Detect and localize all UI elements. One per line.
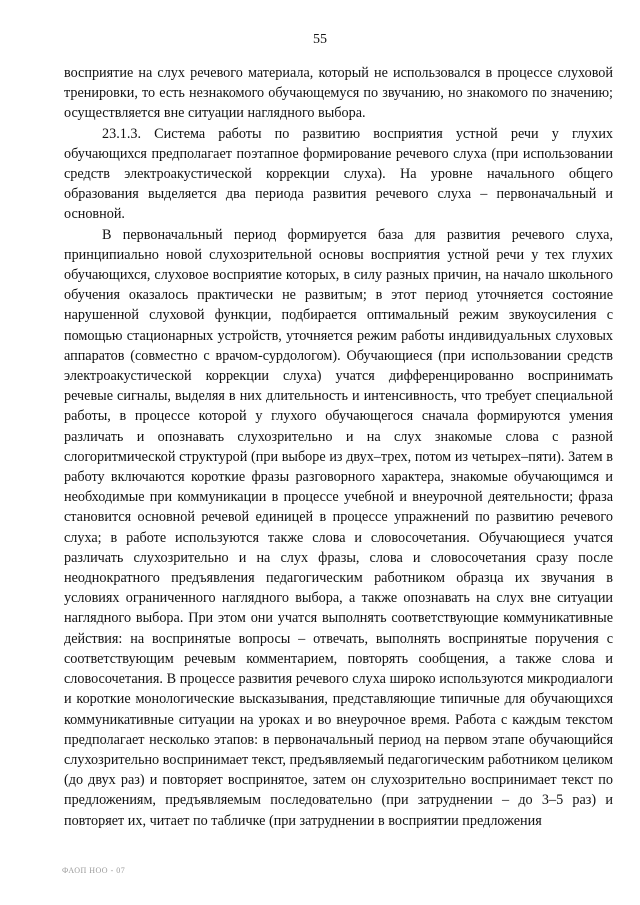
page-number: 55	[313, 32, 327, 47]
paragraph: 23.1.3. Система работы по развитию восприятия устной речи у глухих обучающихся предполагает поэтапное формирование речевого слуха (при использовании средств электроакустической коррекции слуха). На уровне начального общего образования выделяется два периода развития речевого слуха – первоначальный и основной.	[64, 125, 613, 223]
paragraph: восприятие на слух речевого материала, который не использовался в процессе слуховой тренировки, то есть незнакомого обучающемуся по звучанию, но знакомого по значению; осуществляется вне ситуации наглядного выбора.	[64, 65, 613, 122]
paragraph: В первоначальный период формируется база для развития речевого слуха, принципиально новой слухозрительной основы восприятия устной речи у тех глухих обучающихся, слуховое восприятие которых, в силу разных причин, на начало школьного обучения оказалось практически не развитым; в этот период уточняется состояние нарушенной слуховой функции, подбирается оптимальный режим звукоусиления с помощью стационарных устройств, уточняется режим работы индивидуальных слуховых аппаратов (совместно с врачом-сурдологом). Обучающиеся (при использовании средств электроакустической коррекции слуха) учатся дифференцированно воспринимать речевые сигналы, выделяя в них длительность и интенсивность, что требует специальной работы, в процессе которой у глухого обучающегося сначала формируются умения различать и опознавать слухозрительно и на слух знакомые слова с разной слогоритмической структурой (при выборе из двух–трех, потом из четырех–пяти). Затем в работу включаются короткие фразы разговорного характера, знакомые обучающимся и необходимые при коммуникации в процессе учебной и внеурочной деятельности; фраза становится основной речевой единицей в процессе упражнений по развитию речевого слуха; в работе используются также слова и словосочетания. Обучающиеся учатся различать слухозрительно и на слух фразы, слова и словосочетания сразу после неоднократного предъявления педагогическим работником образца их звучания в условиях ограниченного наглядного выбора, а также опознавать на слух вне ситуации наглядного выбора. При этом они учатся выполнять соответствующие коммуникативные действия: на воспринятые вопросы – отвечать, выполнять воспринятые поручения с соответствующим речевым комментарием, повторять сообщения, а также слова и словосочетания. В процессе развития речевого слуха широко используются микродиалоги и короткие монологические высказывания, представляющие типичные для обучающихся коммуникативные ситуации на уроках и во внеурочное время. Работа с каждым текстом предполагает несколько этапов: в первоначальный период на первом этапе обучающийся слухозрительно воспринимает текст, предъявляемый педагогическим работником целиком (до двух раз) и повторяет воспринятое, затем он слухозрительно воспринимает текст по предложениям, предъявляемым последовательно (при затруднении – до 3–5 раз) и повторяет их, читает по табличке (при затруднении в восприятии предложения	[64, 226, 613, 829]
footer-mark: ФАОП НОО - 07	[62, 866, 126, 875]
document-body	[64, 63, 613, 831]
